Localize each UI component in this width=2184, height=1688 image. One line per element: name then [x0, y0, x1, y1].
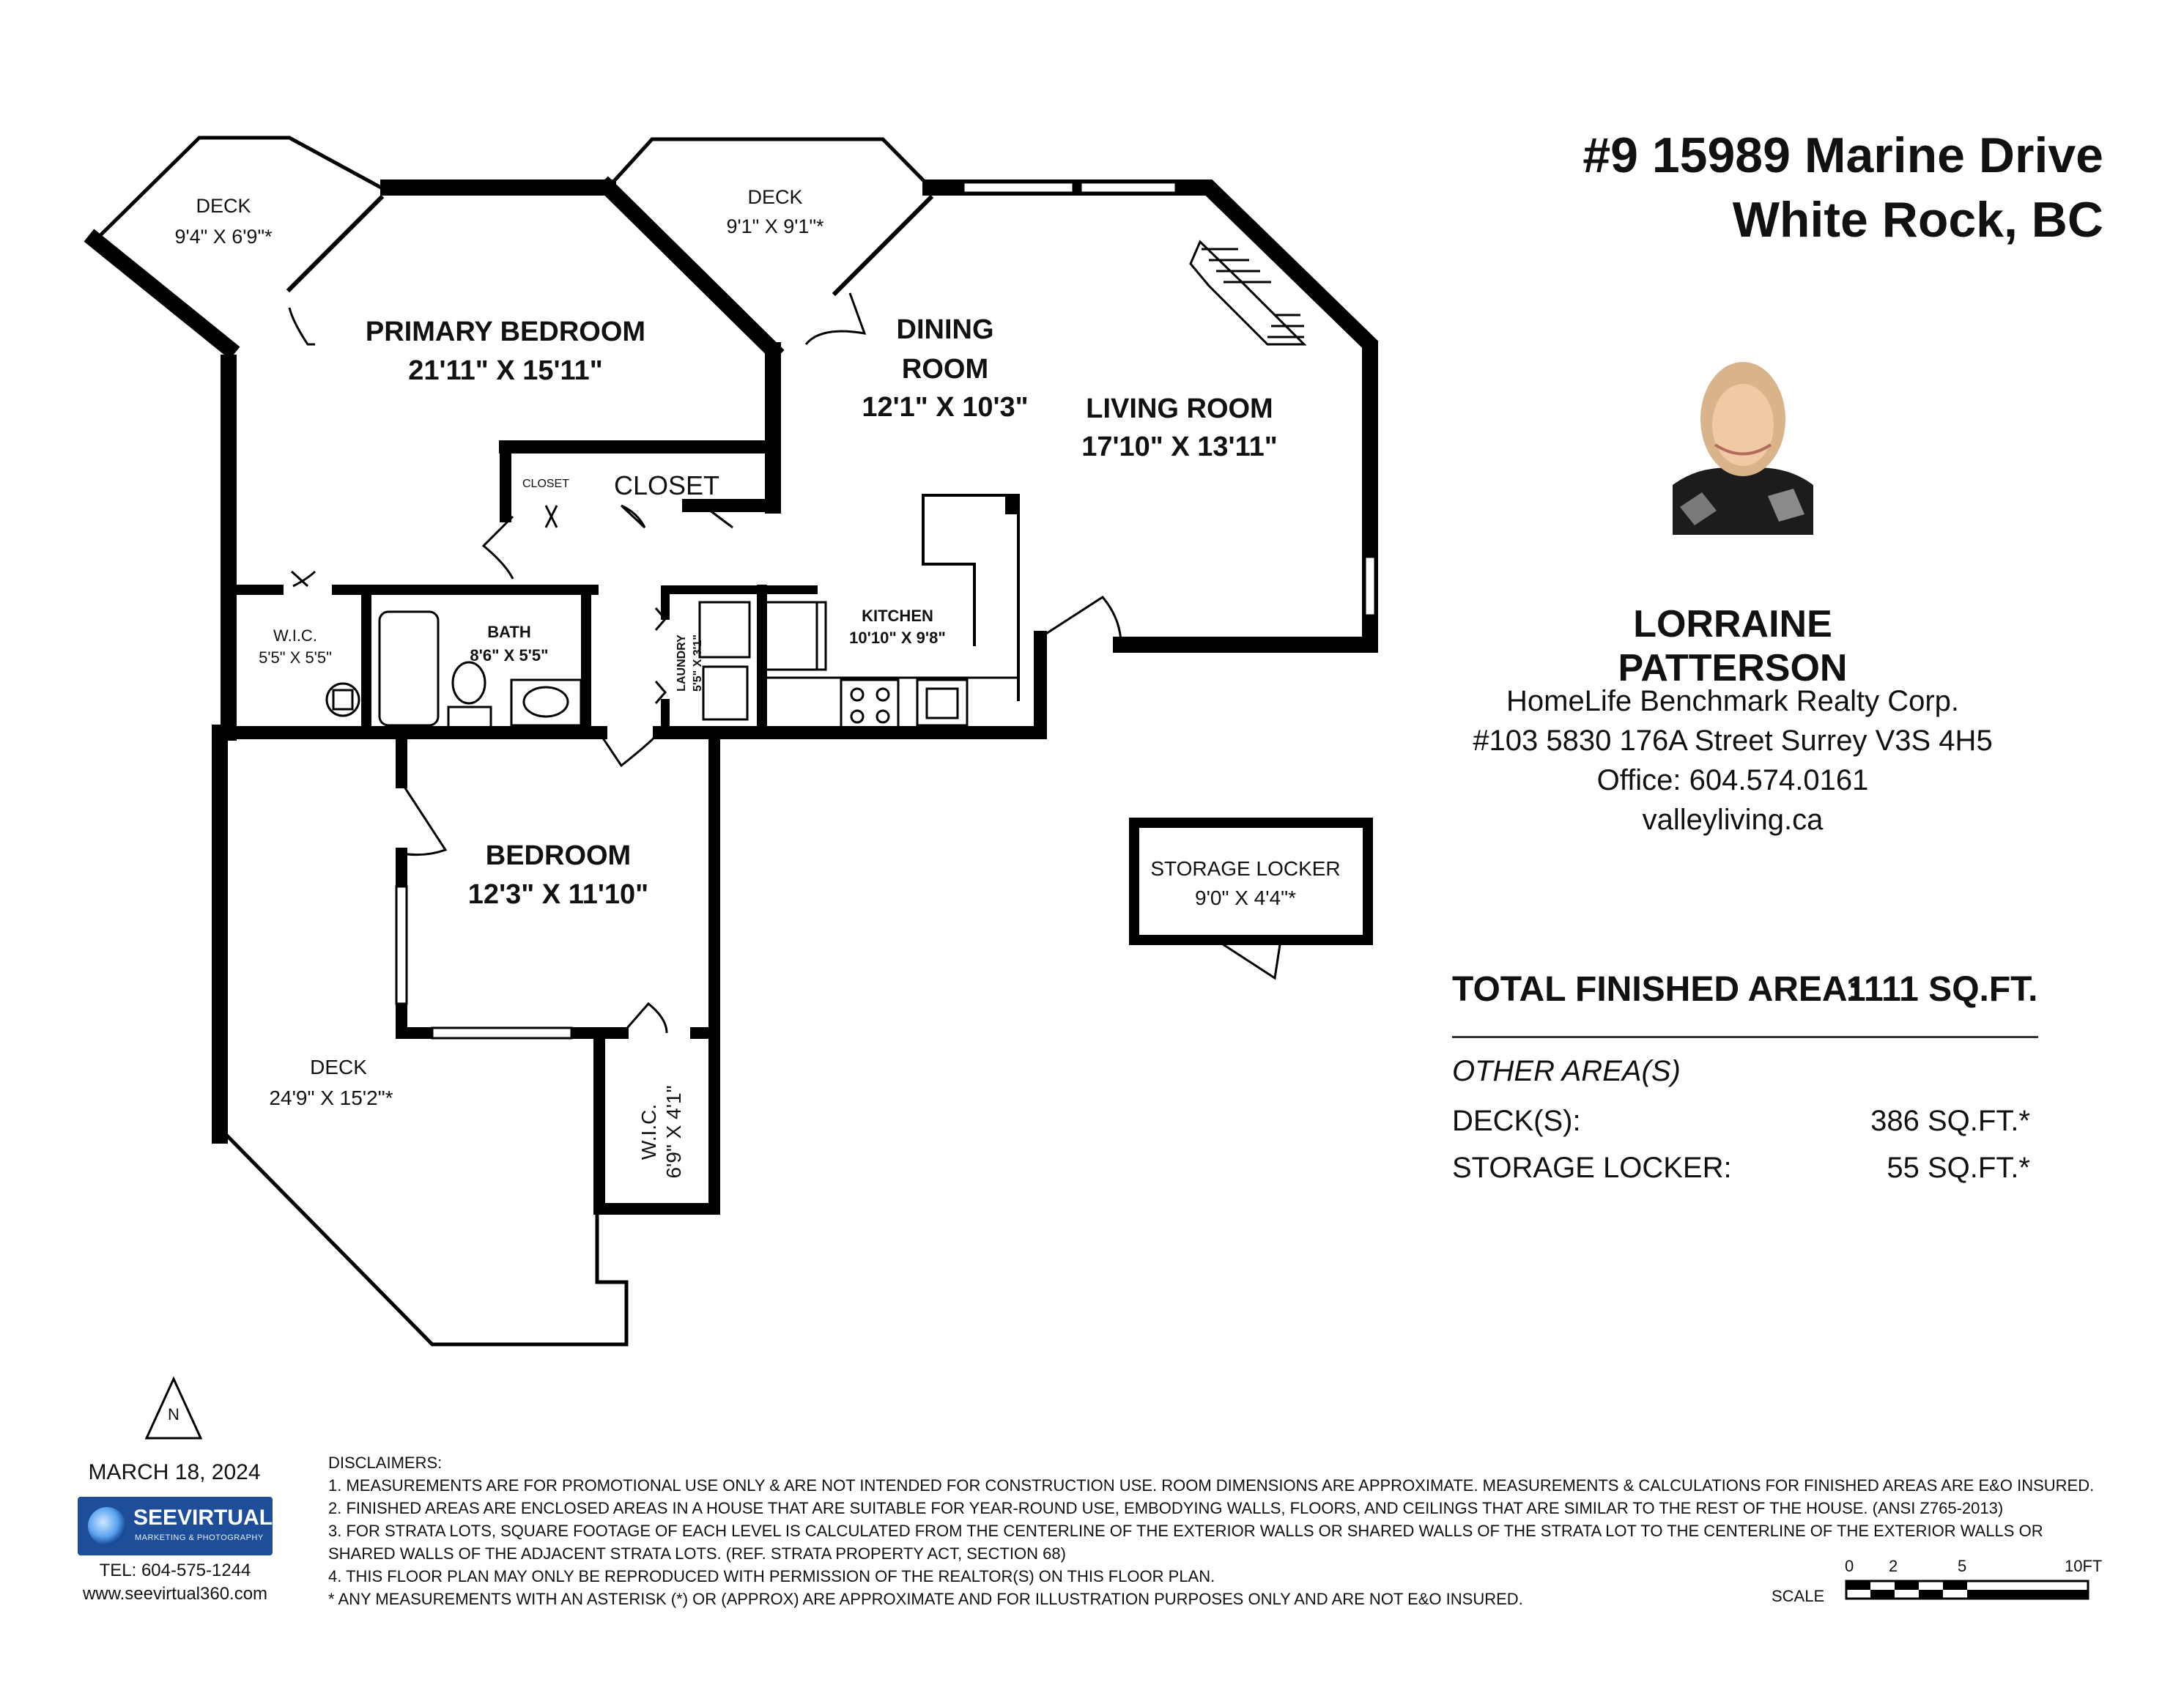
- agent-photo: [1673, 338, 1813, 535]
- plan-date: MARCH 18, 2024: [88, 1460, 261, 1484]
- disclaimer-line: 1. MEASUREMENTS ARE FOR PROMOTIONAL USE ONLY & ARE NOT INTENDED FOR CONSTRUCTION USE. ROOM DIMENSIONS ARE APPROXIMATE. MEASUREMENTS & CALCULATIONS FOR FINISHED AREAS ARE E&O INSURED.: [328, 1476, 2095, 1495]
- storage-area-label: STORAGE LOCKER:: [1452, 1152, 1732, 1184]
- closet-large-name: CLOSET: [613, 470, 720, 500]
- agent-website[interactable]: valleyliving.ca: [1642, 804, 1824, 836]
- scale-tick-10: 10FT: [2065, 1557, 2103, 1575]
- agent-office-phone: Office: 604.574.0161: [1596, 764, 1869, 796]
- storage-area-value: 55 SQ.FT.*: [1887, 1152, 2030, 1184]
- disclaimer-heading: DISCLAIMERS:: [328, 1454, 443, 1472]
- logo-swirl-icon: [88, 1507, 126, 1545]
- kitchen-dims: 10'10" X 9'8": [849, 629, 946, 647]
- kitchen-appliances: [700, 602, 1018, 730]
- deck-area-label: DECK(S):: [1452, 1105, 1581, 1137]
- bath-name: BATH: [487, 623, 531, 641]
- wic-1-dims: 5'5" X 5'5": [259, 648, 332, 667]
- deck-nw-name: DECK: [196, 195, 251, 217]
- agent-address: #103 5830 176A Street Surrey V3S 4H5: [1473, 725, 1993, 757]
- footer-website[interactable]: www.seevirtual360.com: [82, 1584, 268, 1604]
- dining-room-name-2: ROOM: [901, 354, 989, 385]
- footer-tel: TEL: 604-575-1244: [99, 1561, 251, 1580]
- primary-bedroom-dims: 21'11" X 15'11": [408, 355, 603, 386]
- disclaimer-line: 2. FINISHED AREAS ARE ENCLOSED AREAS IN A HOUSE THAT ARE SUITABLE FOR YEAR-ROUND USE, EMBODYING WALLS, FLOORS, AND CEILINGS THAT ARE SIMILAR TO THE REST OF THE HOUSE. (ANSI Z765-2013): [328, 1499, 2004, 1517]
- scale-tick-0: 0: [1845, 1557, 1854, 1575]
- wic-2-name: W.I.C.: [637, 1103, 660, 1160]
- disclaimer-line: 3. FOR STRATA LOTS, SQUARE FOOTAGE OF EACH LEVEL IS CALCULATED FROM THE CENTERLINE OF THE EXTERIOR WALLS OR SHARED WALLS OF THE STRATA LOT TO THE CENTERLINE OF THE EXTERIOR WALLS OR: [328, 1522, 2043, 1540]
- total-area-label: TOTAL FINISHED AREA:: [1452, 970, 1859, 1009]
- disclaimer-line: * ANY MEASUREMENTS WITH AN ASTERISK (*) OR (APPROX) ARE APPROXIMATE AND FOR ILLUSTRATION PURPOSES ONLY AND ARE NOT E&O INSURED.: [328, 1590, 1523, 1608]
- wic-1-name: W.I.C.: [273, 626, 317, 645]
- living-room-name: LIVING ROOM: [1086, 393, 1273, 424]
- agent-company: HomeLife Benchmark Realty Corp.: [1506, 685, 1960, 717]
- divider: [1452, 1036, 2038, 1038]
- bath-dims: 8'6" X 5'5": [470, 646, 549, 665]
- disclaimer-line: 4. THIS FLOOR PLAN MAY ONLY BE REPRODUCED WITH PERMISSION OF THE REALTOR(S) ON THIS FLOOR PLAN.: [328, 1567, 1215, 1585]
- storage-locker-name: STORAGE LOCKER: [1150, 857, 1341, 880]
- dining-room-name-1: DINING: [896, 314, 994, 345]
- storage-locker-dims: 9'0" X 4'4"*: [1195, 886, 1296, 909]
- wic-2-dims: 6'9" X 4'1": [662, 1085, 685, 1179]
- deck-sw-dims: 24'9" X 15'2"*: [269, 1087, 393, 1109]
- deck-area-value: 386 SQ.FT.*: [1870, 1105, 2030, 1137]
- north-arrow-icon: [147, 1379, 201, 1438]
- address-line-2: White Rock, BC: [1732, 192, 2103, 248]
- logo-wordmark: SEEVIRTUAL: [133, 1506, 273, 1530]
- other-areas-heading: OTHER AREA(S): [1452, 1055, 1681, 1087]
- address-line-1: #9 15989 Marine Drive: [1583, 127, 2103, 183]
- living-room-dims: 17'10" X 13'11": [1081, 432, 1278, 462]
- seevirtual-logo: [78, 1497, 273, 1555]
- kitchen-name: KITCHEN: [862, 607, 933, 625]
- deck-n-dims: 9'1" X 9'1"*: [726, 215, 824, 237]
- compass-label: N: [168, 1405, 179, 1424]
- scale-label: SCALE: [1772, 1587, 1825, 1605]
- deck-nw-dims: 9'4" X 6'9"*: [174, 226, 273, 248]
- scale-tick-2: 2: [1889, 1557, 1898, 1575]
- exterior-walls: [95, 138, 1370, 1344]
- dining-room-dims: 12'1" X 10'3": [862, 392, 1029, 423]
- laundry-name: LAUNDRY: [675, 634, 688, 692]
- bedroom-name: BEDROOM: [485, 840, 632, 871]
- laundry-dims: 5'5" X 3'1": [692, 634, 704, 692]
- total-area-value: 1111 SQ.FT.: [1846, 970, 2038, 1009]
- scale-tick-5: 5: [1958, 1557, 1967, 1575]
- deck-n-name: DECK: [747, 186, 803, 208]
- bedroom-dims: 12'3" X 11'10": [467, 879, 649, 910]
- primary-bedroom-name: PRIMARY BEDROOM: [365, 316, 646, 347]
- deck-sw-name: DECK: [310, 1056, 367, 1078]
- disclaimer-line: SHARED WALLS OF THE ADJACENT STRATA LOTS. (REF. STRATA PROPERTY ACT, SECTION 68): [328, 1544, 1066, 1563]
- closet-small-name: CLOSET: [522, 478, 570, 490]
- agent-name: LORRAINE PATTERSON: [1618, 603, 1848, 689]
- logo-tagline: MARKETING & PHOTOGRAPHY: [135, 1533, 264, 1542]
